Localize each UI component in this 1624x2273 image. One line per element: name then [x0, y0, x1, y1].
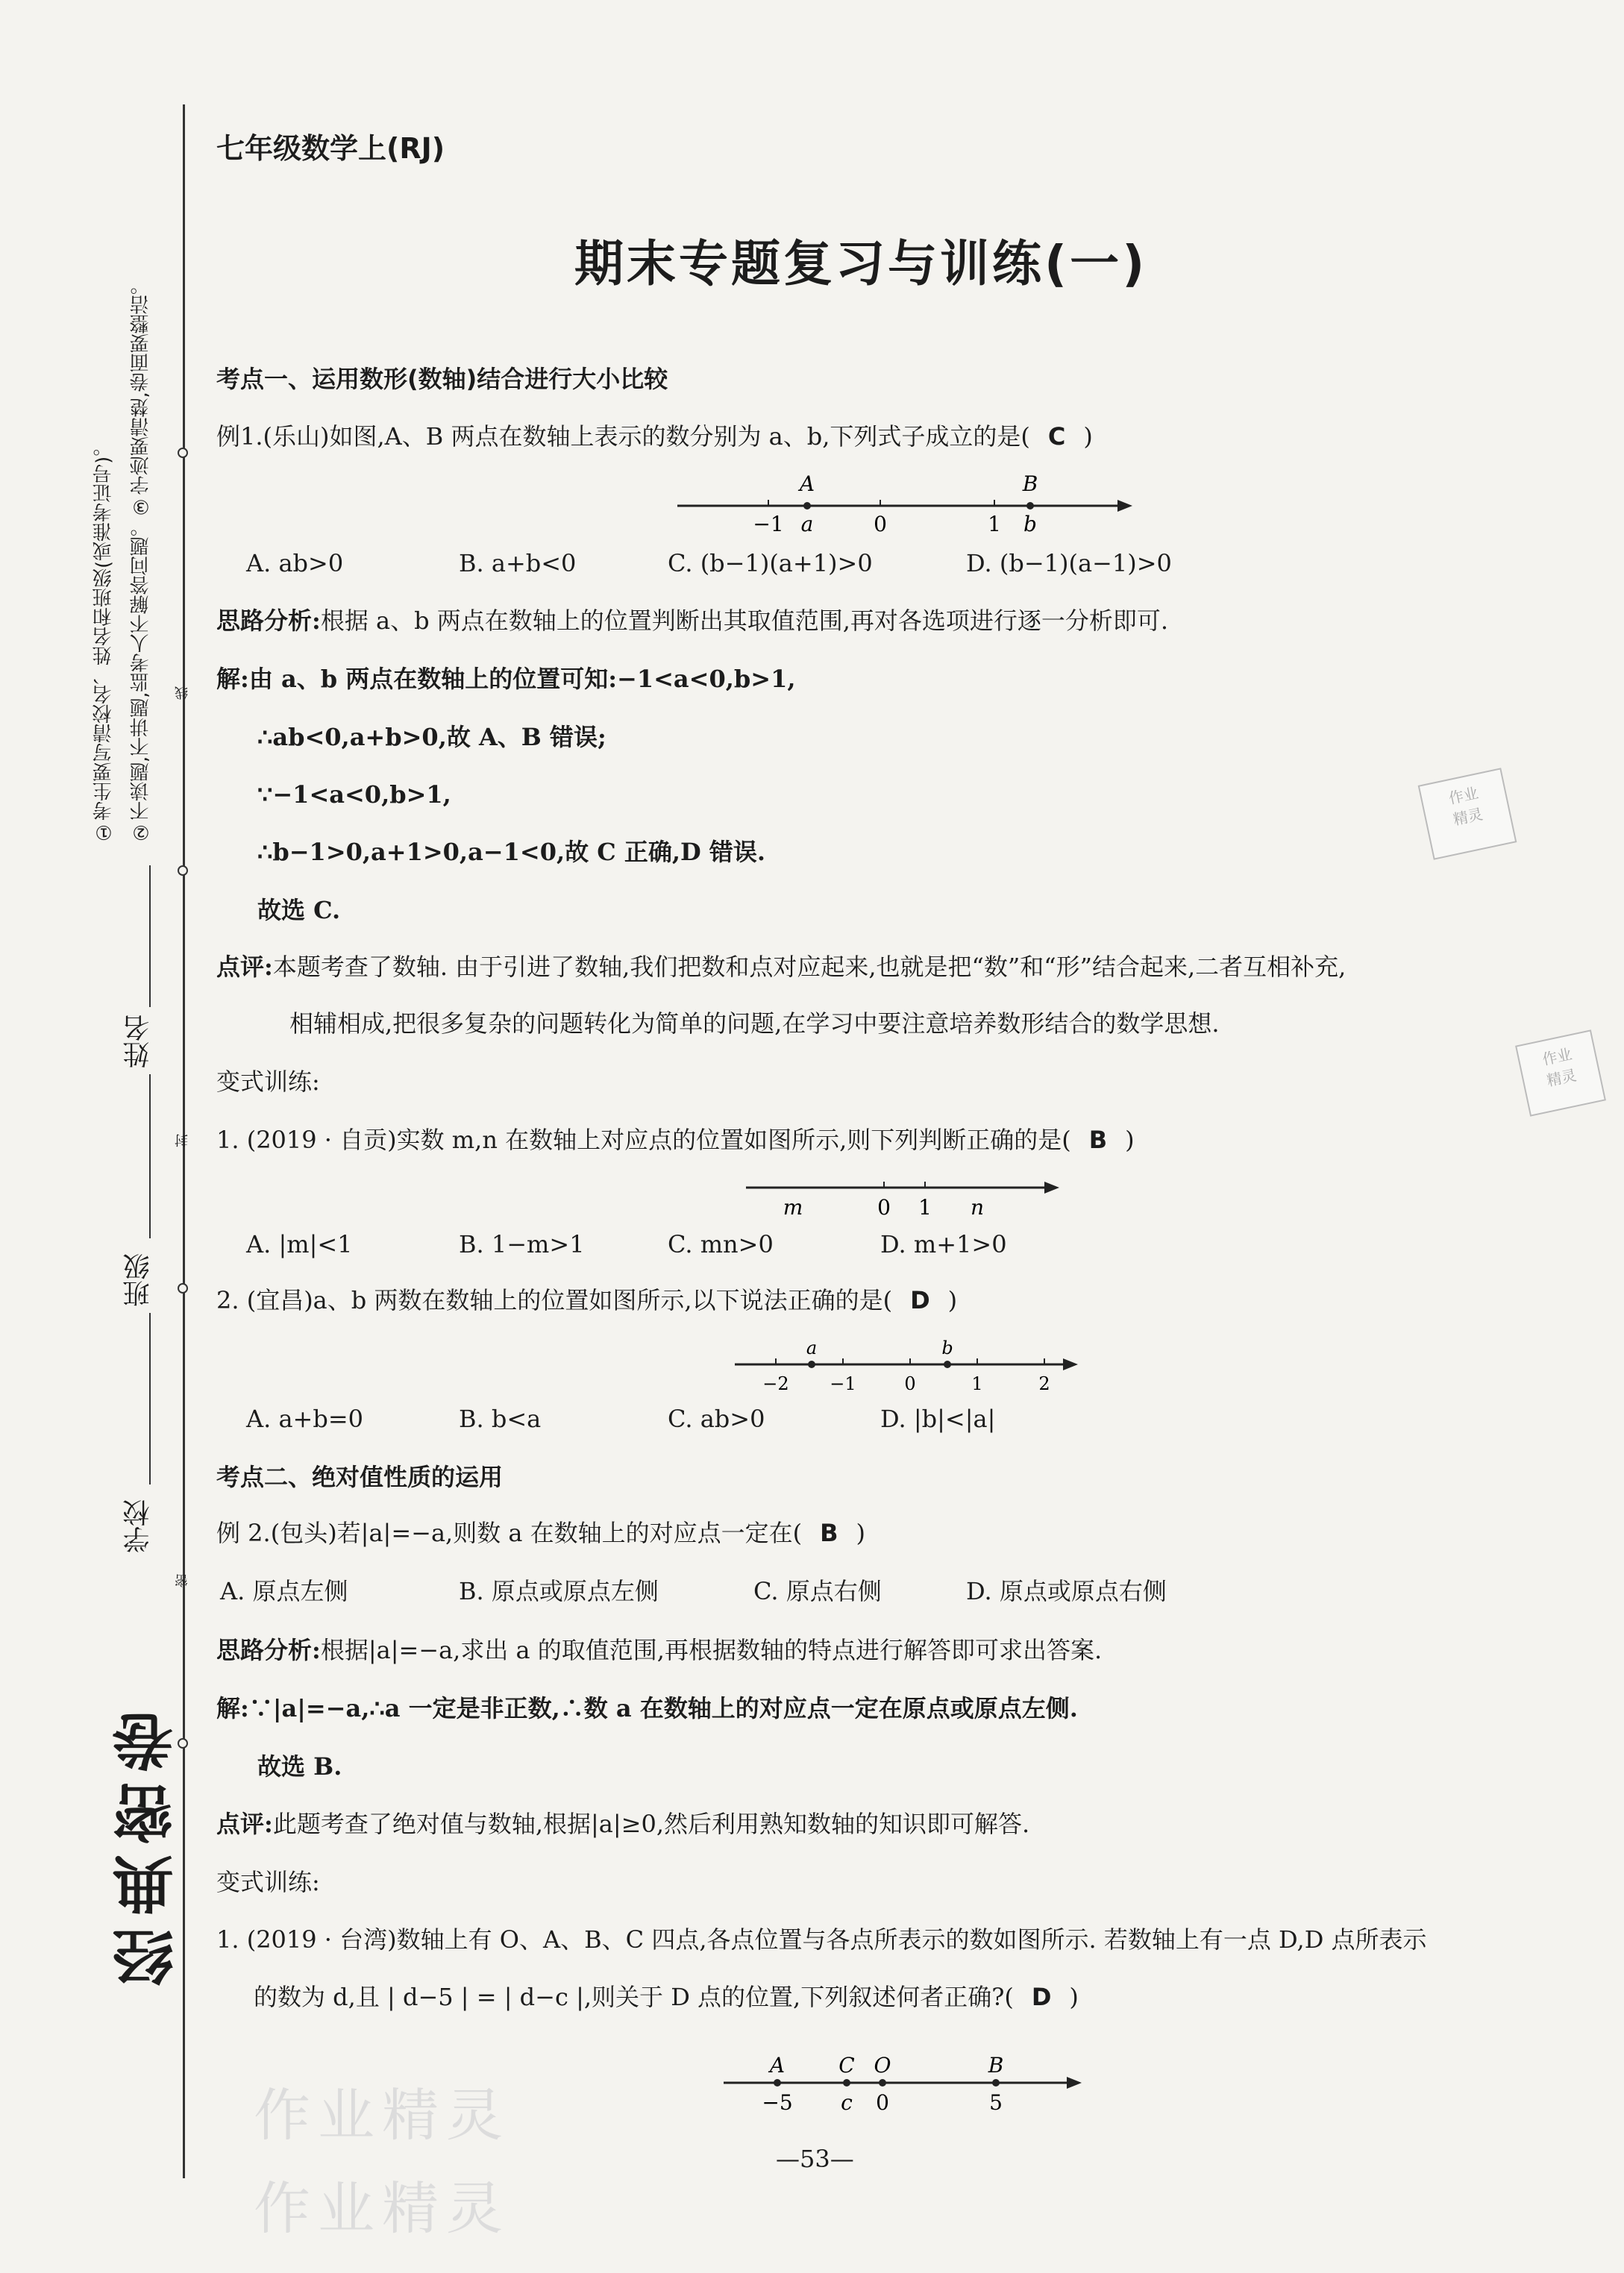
example1-option-c: C. (b−1)(a+1)>0: [668, 549, 873, 577]
example1-option-a: A. ab>0: [246, 549, 344, 577]
tick-label: c: [841, 2090, 853, 2115]
tick-label: 5: [989, 2090, 1003, 2115]
point-b-label: b: [941, 1339, 953, 1358]
tick-label: m: [783, 1195, 803, 1220]
example2-option-d: D. 原点或原点右侧: [966, 1577, 1167, 1605]
variant2-q1-number-line: [720, 2051, 1093, 2119]
example1-answer: C: [1047, 422, 1066, 451]
example2-option-b: B. 原点或原点左侧: [459, 1577, 659, 1605]
example1-solution-line4: ∴b−1>0,a+1>0,a−1<0,故 C 正确,D 错误.: [257, 838, 766, 866]
section1-heading: 考点一、运用数形(数轴)结合进行大小比较: [216, 365, 668, 393]
tick-label: −1: [753, 512, 784, 536]
tick-label: n: [970, 1195, 985, 1220]
example1-solution-line3: ∵−1<a<0,b>1,: [257, 780, 451, 809]
point-A-label: A: [769, 2053, 786, 2078]
variant1-question2: 2. (宜昌)a、b 两数在数轴上的位置如图所示,以下说法正确的是( D ): [216, 1286, 958, 1314]
example1-question: 例1.(乐山)如图,A、B 两点在数轴上表示的数分别为 a、b,下列式子成立的是( C ): [216, 422, 1093, 451]
variant1-q1-option-b: B. 1−m>1: [459, 1230, 585, 1258]
variant1-q1-answer: B: [1088, 1126, 1108, 1154]
tick-label: 0: [877, 1195, 891, 1220]
tick-label: 2: [1038, 1373, 1050, 1394]
example1-choice: 故选 C.: [257, 896, 341, 924]
variant2-question1-line2: 的数为 d,且 | d−5 | = | d−c |,则关于 D 点的位置,下列叙述何者正确?( D ): [254, 1983, 1079, 2011]
point-B-label: B: [1022, 471, 1038, 496]
page-number: —53—: [776, 2145, 854, 2173]
tick-label: 1: [988, 512, 1001, 536]
brand-logo: 经典密卷: [113, 1701, 184, 1987]
tick-label: 0: [874, 512, 887, 536]
variant1-q2-option-a: A. a+b=0: [246, 1405, 363, 1433]
variant1-q2-number-line: [731, 1339, 1089, 1399]
stamp-logo: 作业 精灵: [1418, 768, 1517, 859]
example2-solution: 解:∵|a|=−a,∴a 一定是非正数,∴数 a 在数轴上的对应点一定在原点或原点左侧.: [216, 1694, 1078, 1722]
variant1-q1-number-line: [742, 1171, 1070, 1223]
variant1-q2-option-b: B. b<a: [459, 1405, 542, 1433]
example2-option-a: A. 原点左侧: [220, 1577, 348, 1605]
stamp-logo: 作业 精灵: [1515, 1029, 1606, 1117]
point-B-label: B: [988, 2053, 1004, 2078]
margin-instructions-1: ①考生要写清校名、姓名和班级(或准考证号)。: [93, 436, 115, 843]
tick-label: −5: [762, 2090, 793, 2115]
example1-option-d: D. (b−1)(a−1)>0: [966, 549, 1172, 577]
tick-label: b: [1023, 512, 1037, 536]
seal-mark-seal: 封: [175, 1134, 190, 1147]
example2-choice: 故选 B.: [257, 1752, 342, 1781]
example1-option-b: B. a+b<0: [459, 549, 577, 577]
example1-number-line: [671, 470, 1149, 537]
page-title: 期末专题复习与训练(一): [574, 235, 1148, 292]
seal-mark-line: 线: [175, 686, 190, 700]
tick-label: 0: [904, 1373, 916, 1394]
example2-comment: 点评:此题考查了绝对值与数轴,根据|a|≥0,然后利用熟知数轴的知识即可解答.: [216, 1810, 1030, 1838]
school-field-line[interactable]: [149, 1313, 151, 1484]
school-field-label: 学校: [123, 1499, 154, 1553]
example2-answer: B: [820, 1519, 838, 1547]
tick-label: 1: [971, 1373, 983, 1394]
tick-label: −1: [830, 1373, 856, 1394]
example2-option-c: C. 原点右侧: [753, 1577, 882, 1605]
variant1-q2-answer: D: [910, 1286, 930, 1314]
class-field-line[interactable]: [149, 1074, 151, 1238]
margin-instructions-2: ②不读题,不讲题,监考人不解答问题。③字迹要清楚,卷面要整洁。: [130, 275, 152, 843]
name-field-line[interactable]: [149, 865, 151, 1007]
example1-comment: 点评:本题考查了数轴. 由于引进了数轴,我们把数和点对应起来,也就是把“数”和“形”结合起来,二者互相补充,: [216, 953, 1346, 981]
point-A-label: A: [799, 471, 815, 496]
example1-solution-line1: 解:由 a、b 两点在数轴上的位置可知:−1<a<0,b>1,: [216, 665, 796, 693]
variant1-question1: 1. (2019 · 自贡)实数 m,n 在数轴上对应点的位置如图所示,则下列判断正确的是( B ): [216, 1126, 1135, 1154]
binding-hole: [178, 1283, 188, 1294]
variant2-q1-answer: D: [1031, 1983, 1052, 2011]
point-C-label: C: [838, 2053, 855, 2078]
example2-question: 例 2.(包头)若|a|=−a,则数 a 在数轴上的对应点一定在( B ): [216, 1519, 865, 1547]
example2-analysis: 思路分析:根据|a|=−a,求出 a 的取值范围,再根据数轴的特点进行解答即可求出答案.: [216, 1636, 1103, 1664]
name-field-label: 姓名: [123, 1015, 154, 1068]
binding-hole: [178, 448, 188, 458]
point-a-label: a: [806, 1339, 818, 1358]
variant1-q2-option-c: C. ab>0: [668, 1405, 765, 1433]
example1-analysis: 思路分析:根据 a、b 两点在数轴上的位置判断出其取值范围,再对各选项进行逐一分析即可.: [216, 606, 1169, 635]
variant1-q1-option-a: A. |m|<1: [246, 1230, 353, 1258]
class-field-label: 班级: [123, 1253, 154, 1307]
variant1-q1-option-c: C. mn>0: [668, 1230, 774, 1258]
watermark-text: 作业精灵: [254, 2082, 510, 2148]
grade-label: 七年级数学上(RJ): [216, 132, 445, 165]
seal-mark-secret: 密: [175, 1574, 190, 1587]
tick-label: a: [800, 512, 814, 536]
variant1-q1-option-d: D. m+1>0: [880, 1230, 1007, 1258]
tick-label: 0: [876, 2090, 889, 2115]
section2-heading: 考点二、绝对值性质的运用: [216, 1463, 504, 1491]
tick-label: 1: [918, 1195, 932, 1220]
binding-hole: [178, 865, 188, 876]
variant-label-2: 变式训练:: [216, 1868, 320, 1896]
point-O-label: O: [874, 2053, 891, 2078]
example1-solution-line2: ∴ab<0,a+b>0,故 A、B 错误;: [257, 723, 606, 751]
variant1-q2-option-d: D. |b|<|a|: [880, 1405, 996, 1433]
variant-label-1: 变式训练:: [216, 1067, 320, 1096]
watermark-text: 作业精灵: [254, 2175, 510, 2242]
example1-comment-line2: 相辅相成,把很多复杂的问题转化为简单的问题,在学习中要注意培养数形结合的数学思想.: [289, 1009, 1220, 1038]
variant2-question1-line1: 1. (2019 · 台湾)数轴上有 O、A、B、C 四点,各点位置与各点所表示的数如图所示. 若数轴上有一点 D,D 点所表示: [216, 1925, 1427, 1954]
tick-label: −2: [762, 1373, 789, 1394]
